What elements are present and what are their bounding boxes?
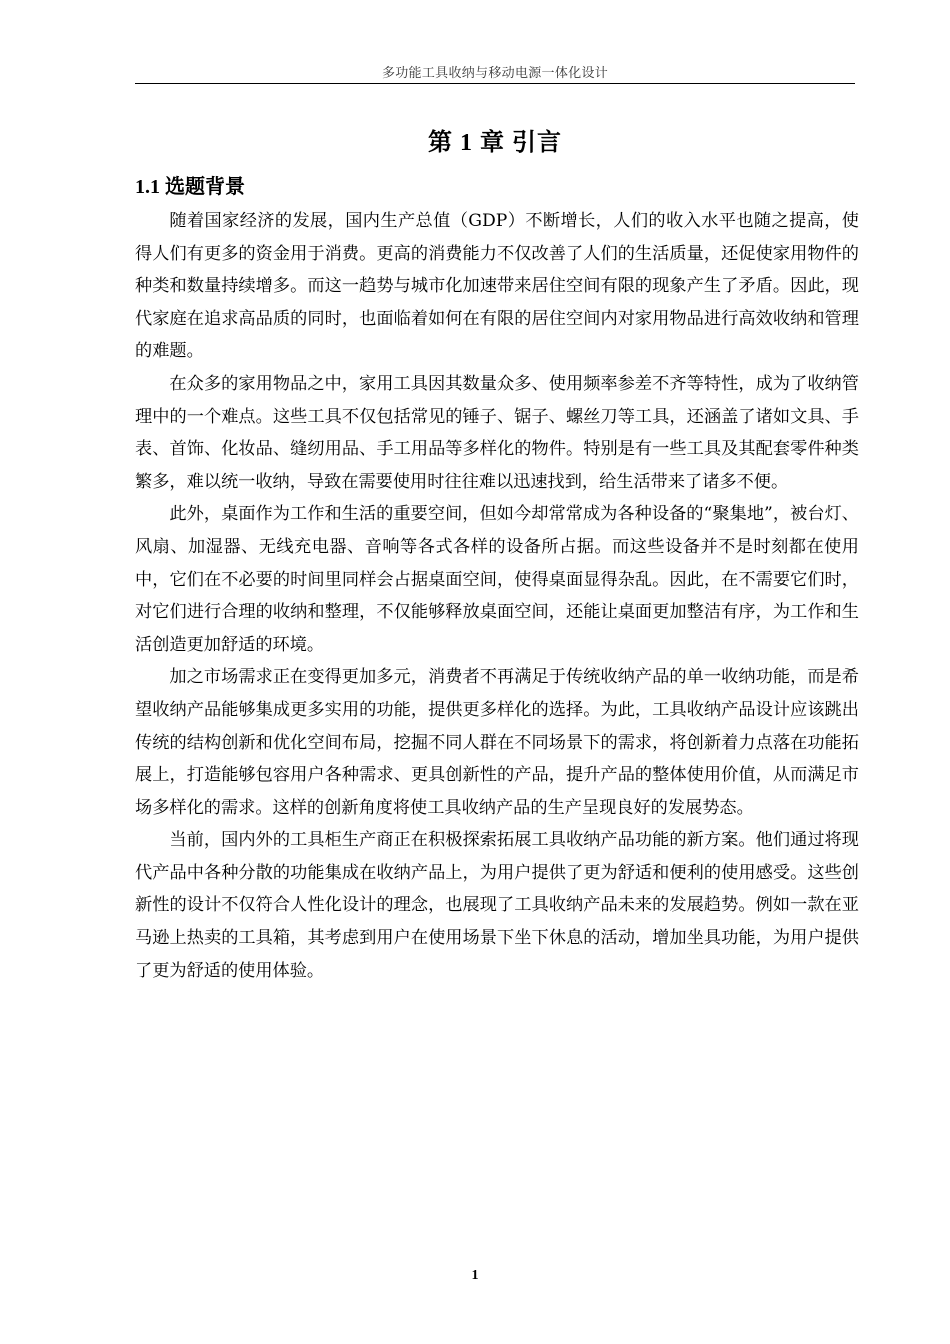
paragraph: 在众多的家用物品之中，家用工具因其数量众多、使用频率参差不齐等特性，成为了收纳管理中的一个难点。这些工具不仅包括常见的锤子、锯子、螺丝刀等工具，还涵盖了诸如文具、手表、首饰、化妆品、缝纫用品、手工用品等多样化的物件。特别是有一些工具及其配套零件种类繁多，难以统一收纳，导致在需要使用时往往难以迅速找到，给生活带来了诸多不便。 [135,373,859,492]
header-rule [135,83,855,84]
paragraph: 当前，国内外的工具柜生产商正在积极探索拓展工具收纳产品功能的新方案。他们通过将现代产品中各种分散的功能集成在收纳产品上，为用户提供了更为舒适和便利的使用感受。这些创新性的设计不仅符合人性化设计的理念，也展现了工具收纳产品未来的发展趋势。例如一款在亚马逊上热卖的工具箱，其考虑到用户在使用场景下坐下休息的活动，增加坐具功能，为用户提供了更为舒适的使用体验。 [135,830,859,981]
body-text [135,205,859,987]
running-header: 多功能工具收纳与移动电源一体化设计 [381,66,609,81]
paragraph: 此外，桌面作为工作和生活的重要空间，但如今却常常成为各种设备的“聚集地”，被台灯、风扇、加湿器、无线充电器、音响等各式各样的设备所占据。而这些设备并不是时刻都在使用中，它们在不必要的时间里同样会占据桌面空间，使得桌面显得杂乱。因此，在不需要它们时，对它们进行合理的收纳和整理，不仅能够释放桌面空间，还能让桌面更加整洁有序，为工作和生活创造更加舒适的环境。 [135,504,859,655]
paragraph: 随着国家经济的发展，国内生产总值（GDP）不断增长，人们的收入水平也随之提高，使得人们有更多的资金用于消费。更高的消费能力不仅改善了人们的生活质量，还促使家用物件的种类和数量持续增多。而这一趋势与城市化加速带来居住空间有限的现象产生了矛盾。因此，现代家庭在追求高品质的同时，也面临着如何在有限的居住空间内对家用物品进行高效收纳和管理的难题。 [135,211,859,362]
page-number: 1 [471,1268,479,1283]
chapter-title: 第 1 章 引言 [428,130,562,156]
paragraph: 加之市场需求正在变得更加多元，消费者不再满足于传统收纳产品的单一收纳功能，而是希望收纳产品能够集成更多实用的功能，提供更多样化的选择。为此，工具收纳产品设计应该跳出传统的结构创新和优化空间布局，挖掘不同人群在不同场景下的需求，将创新着力点落在功能拓展上，打造能够包容用户各种需求、更具创新性的产品，提升产品的整体使用价值，从而满足市场多样化的需求。这样的创新角度将使工具收纳产品的生产呈现良好的发展势态。 [135,667,859,818]
section-heading: 1.1 选题背景 [135,176,245,198]
